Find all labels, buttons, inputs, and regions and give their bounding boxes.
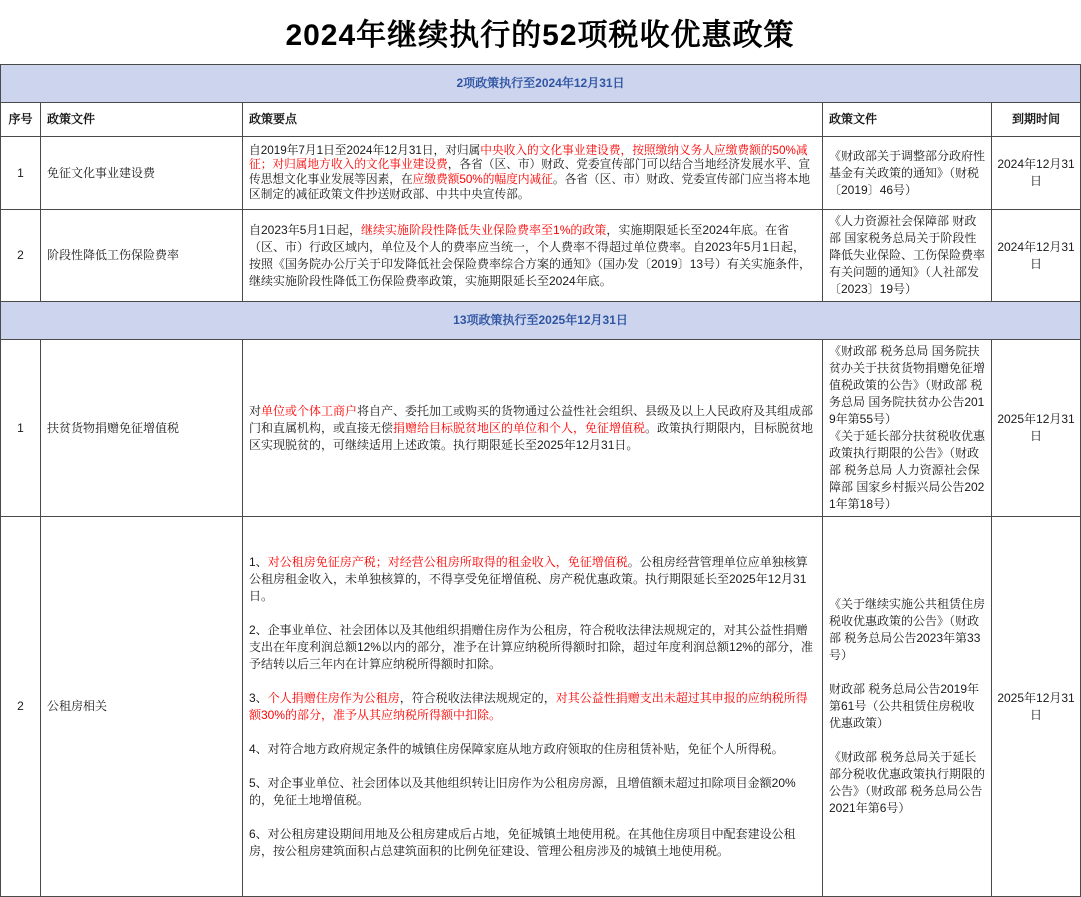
policy-reference-paragraph: 财政部 税务总局公告2019年第61号（公共租赁住房税收优惠政策） (829, 682, 980, 730)
text-segment: ，实施期限延长至2024年底。在省（区、市）行政区域内，单位及个人的费率应当统一，个人费率不得超过单位费率。自2023年5月1日起，按照《国务院办公厅关于印发降低社会保险费率综合方案的通知》（国办发〔2019〕13号）有关实施条件，继续实施阶段性降低工伤保险费率政策，实施期限延长至2024年底。 (249, 222, 812, 288)
policy-points-cell (243, 517, 823, 897)
column-header: 政策要点 (243, 103, 823, 137)
text-segment: 自2019年7月1日至2024年12月31日，对归属 (249, 143, 481, 157)
policy-points-paragraph (249, 826, 816, 860)
column-header: 到期时间 (992, 103, 1081, 137)
highlight-segment: 捐赠给目标脱贫地区的单位和个人，免征增值税 (393, 420, 646, 435)
title-bar (0, 0, 1080, 64)
highlight-segment: 中央收入的文化事业建设费，按照缴纳义务人应缴费额的50%减征；对归属地方收入的文化事业建设费 (249, 143, 808, 172)
policy-name-cell: 阶段性降低工伤保险费率 (41, 210, 243, 302)
policy-points-paragraph (249, 622, 816, 673)
row-number-cell: 2 (1, 210, 41, 302)
policy-table-body (1, 65, 1081, 897)
text-segment: 自2023年5月1日起， (249, 222, 362, 237)
policy-reference-paragraph: 《财政部 税务总局 国务院扶贫办关于扶贫货物捐赠免征增值税政策的公告》（财政部 税务总局 国务院扶贫办公告2019年第55号） (829, 344, 986, 426)
deadline-cell: 2024年12月31日 (992, 137, 1081, 210)
text-segment: 5、对企事业单位、社会团体以及其他组织转让旧房作为公租房房源，且增值额未超过扣除项目金额20%的，免征土地增值税。 (249, 775, 796, 807)
policy-name-cell: 公租房相关 (41, 517, 243, 897)
deadline-cell: 2025年12月31日 (992, 517, 1081, 897)
text-segment: 。政策执行期限内，目标脱贫地区实现脱贫的，可继续适用上述政策。执行期限延长至2025年12月31日。 (249, 420, 814, 452)
text-segment: 。各省（区、市）财政、党委宣传部门应当将本地区制定的减征政策文件抄送财政部、中共中央宣传部。 (249, 173, 811, 201)
highlight-segment: 继续实施阶段性降低失业保险费率至1%的政策 (361, 222, 607, 237)
text-segment: 将自产、委托加工或购买的货物通过公益性社会组织、县级及以上人民政府及其组成部门和直属机构，或直接无偿 (249, 403, 814, 435)
policy-reference-cell (823, 340, 992, 517)
policy-reference-paragraph: 《人力资源社会保障部 财政部 国家税务总局关于阶段性降低失业保险、工伤保险费率有关问题的通知》（人社部发〔2023〕19号） (829, 214, 986, 296)
highlight-segment: 对其公益性捐赠支出未超过其申报的应纳税所得额30%的部分，准予从其应纳税所得额中扣除。 (249, 690, 808, 722)
highlight-segment: 应缴费额50%的幅度内减征 (412, 173, 553, 186)
column-header: 政策文件 (41, 103, 243, 137)
policy-name-cell: 扶贫货物捐赠免征增值税 (41, 340, 243, 517)
policy-points-paragraph (249, 222, 816, 290)
table-row (1, 340, 1081, 517)
policy-reference-paragraph: 《财政部 税务总局关于延长部分税收优惠政策执行期限的公告》（财政部 税务总局公告2021年第6号） (829, 750, 986, 815)
policy-reference-cell (823, 517, 992, 897)
row-number-cell: 2 (1, 517, 41, 897)
column-header: 政策文件 (823, 103, 992, 137)
deadline-cell: 2024年12月31日 (992, 210, 1081, 302)
column-header: 序号 (1, 103, 41, 137)
policy-points-paragraph (249, 775, 816, 809)
policy-reference-cell (823, 137, 992, 210)
highlight-segment: 个人捐赠住房作为公租房 (267, 690, 400, 705)
deadline-cell: 2025年12月31日 (992, 340, 1081, 517)
section-header-bar: 13项政策执行至2025年12月31日 (1, 302, 1081, 340)
text-segment: 4、对符合地方政府规定条件的城镇住房保障家庭从地方政府领取的住房租赁补贴，免征个人所得税。 (249, 741, 784, 756)
policy-points-cell (243, 210, 823, 302)
policy-reference-paragraph: 《关于继续实施公共租赁住房税收优惠政策的公告》（财政部 税务总局公告2023年第33号） (829, 597, 986, 662)
policy-points-paragraph (249, 741, 816, 758)
policy-points-paragraph (249, 690, 816, 724)
policy-points-paragraph (249, 554, 816, 605)
policy-table (0, 64, 1081, 897)
policy-points-paragraph (249, 403, 816, 454)
text-segment: 6、对公租房建设期间用地及公租房建成后占地，免征城镇土地使用税。在其他住房项目中配套建设公租房，按公租房建筑面积占总建筑面积的比例免征建设、管理公租房涉及的城镇土地使用税。 (249, 826, 796, 858)
policy-name-cell: 免征文化事业建设费 (41, 137, 243, 210)
policy-reference-paragraph: 《财政部关于调整部分政府性基金有关政策的通知》（财税〔2019〕46号） (829, 148, 986, 197)
text-segment: 2、企事业单位、社会团体以及其他组织捐赠住房作为公租房，符合税收法律法规规定的，对其公益性捐赠支出在年度利润总额12%以内的部分，准予在计算应纳税所得额时扣除，超过年度利润总额12%的部分，准予结转以后三年内在计算应纳税所得额时扣除。 (249, 622, 814, 671)
policy-reference-paragraph (829, 664, 985, 681)
text-segment: 。公租房经营管理单位应单独核算公租房租金收入，未单独核算的，不得享受免征增值税、房产税优惠政策。执行期限延长至2025年12月31日。 (249, 554, 808, 603)
policy-reference-paragraph (829, 732, 985, 749)
section-header-row (1, 302, 1081, 340)
text-segment: ，符合税收法律法规规定的， (399, 690, 556, 705)
table-row (1, 517, 1081, 897)
highlight-segment: 单位或个体工商户 (261, 403, 358, 418)
column-header-row (1, 103, 1081, 137)
policy-points-paragraph (249, 144, 816, 202)
table-row (1, 137, 1081, 210)
policy-reference-paragraph: 《关于延长部分扶贫税收优惠政策执行期限的公告》（财政部 税务总局 人力资源社会保障部 国家乡村振兴局公告2021年第18号） (829, 429, 986, 511)
text-segment: 3、 (249, 690, 268, 705)
row-number-cell: 1 (1, 137, 41, 210)
text-segment: 对 (249, 403, 262, 418)
text-segment: ，各省（区、市）财政、党委宣传部门可以结合当地经济发展水平、宣传思想文化事业发展等因素，在 (249, 158, 811, 186)
policy-reference-cell (823, 210, 992, 302)
policy-points-cell (243, 137, 823, 210)
row-number-cell: 1 (1, 340, 41, 517)
section-header-bar: 2项政策执行至2024年12月31日 (1, 65, 1081, 103)
text-segment: 1、 (249, 554, 268, 569)
table-row (1, 210, 1081, 302)
page-title: 2024年继续执行的52项税收优惠政策 (285, 19, 795, 52)
highlight-segment: 对公租房免征房产税；对经营公租房所取得的租金收入，免征增值税 (267, 554, 628, 569)
policy-points-cell (243, 340, 823, 517)
section-header-row (1, 65, 1081, 103)
